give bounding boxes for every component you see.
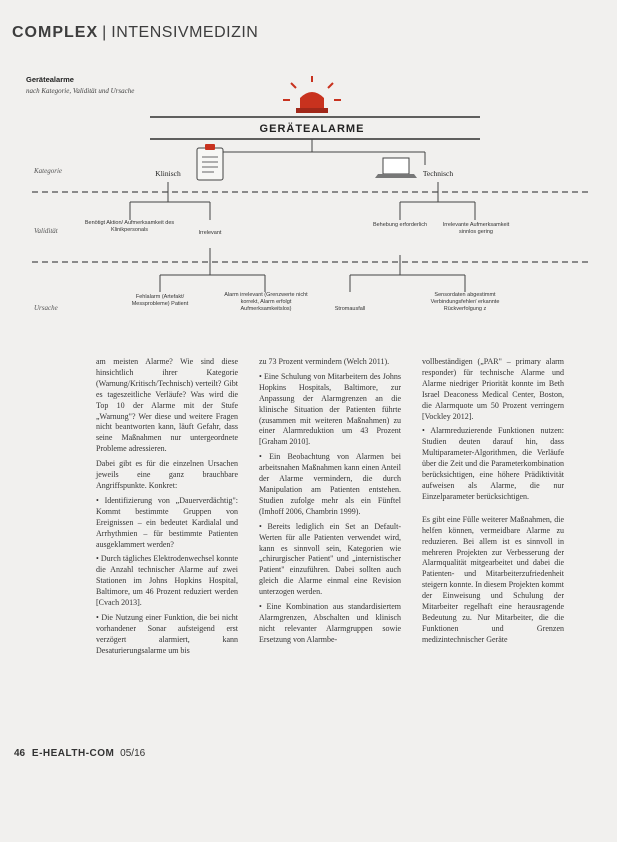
clipboard-icon: [197, 144, 223, 180]
figure-subtitle: nach Kategorie, Validität und Ursache: [26, 87, 135, 95]
paragraph: • Identifizierung von „Dauerverdächtig": Kommt bestimmte Gruppen von Ereignissen – ein bedeutet Kardialal und Arrhythmien – für bestimmte Patienten ausgeklammert werden?: [96, 495, 238, 549]
article-column-3: [422, 357, 564, 650]
section-subtitle: INTENSIVMEDIZIN: [111, 24, 259, 41]
ursache-fehlalarm: Fehlalarm (Artefakt/ Messprobleme) Patient: [131, 294, 189, 307]
validitaet-irrelevant-technisch: Irrelevante Aufmerksamkeit sinnlos gering: [442, 222, 510, 235]
siren-icon: [283, 76, 341, 113]
paragraph: • Durch tägliches Elektrodenwechsel konnte die Anzahl technischer Alarme auf zwei Stationen im Johns Hopkins Hospital, Baltimore, um 46 Prozent reduziert werden [Cvach 2013].: [96, 554, 238, 608]
paragraph: am meisten Alarme? Wie sind diese hinsichtlich ihrer Kategorie (Warnung/Kritisch/Technisch) verteilt? Gibt es tageszeitliche Verläufe? Was wird die Top 10 der Alarme mit der Stufe „Warnung"? Wer diese und weitere Fragen nicht beantworten kann, läuft Gefahr, dass seine Maßnahmen nur untergeordnete Probleme adressieren.: [96, 357, 238, 454]
row-label-ursache: Ursache: [34, 304, 58, 312]
kategorie-technisch: Technisch: [422, 169, 454, 178]
section-title: COMPLEX: [12, 24, 99, 41]
page-number: 46: [14, 748, 26, 759]
validitaet-irrelevant: Irrelevant: [198, 230, 222, 236]
magazine-brand: E-HEALTH-COM: [31, 748, 115, 759]
paragraph: • Eine Kombination aus standardisiertem Alarmgrenzen, Abschalten und klinisch nicht relevanter Alarmgruppen sowie Ersetzung von Alarmbe-: [259, 602, 401, 644]
paragraph: vollbeständigen („PAR" – primary alarm responder) für technische Alarme und Alarme niedriger Priorität konnte im Beth Israel Deaconess Medical Center, Boston, die Alarmquote um 50 Prozent verringern [Vockley 2012].: [422, 357, 564, 421]
paragraph: • Die Nutzung einer Funktion, die bei nicht vorhandener Sonar aufsteigend erst verzögert alarmiert, kann Desaturierungsalarme um bis: [96, 612, 238, 655]
paragraph: • Eine Schulung von Mitarbeitern des Johns Hopkins Hospitals, Baltimore, zur Anpassung der Alarmgrenzen an die klinische Situation der Patienten führte (zusammen mit weiteren Maßnahmen) zu einer Alarmreduktion um 43 Prozent [Graham 2010].: [259, 371, 401, 447]
row-label-kategorie: Kategorie: [34, 167, 62, 175]
validitaet-aktion: Benötigt Aktion/ Aufmerksamkeit des Klinikpersonals: [84, 220, 175, 233]
paragraph: • Alarmreduzierende Funktionen nutzen: Studien deuten darauf hin, dass Multiparameter-Algorithmen, die Verläufe über die Zeit und die Parameterkombination berücksichtigen, eine höhere Prädiktivität aufweisen als Alarme, die nur Einzelparameter berücksichtigen.: [422, 426, 564, 501]
page-footer: [14, 748, 145, 759]
issue-number: 05/16: [120, 748, 146, 759]
paragraph: • Ein Beobachtung von Alarmen bei arbeitsnahen Maßnahmen kann einen Anteil der Alarme vermindern, die durch Manipulation am Patienten entstehen. Studien zufolge mehr als ein Fünftel (Imhoff 2006, Chambrin 1999).: [259, 452, 401, 516]
article-column-2: [259, 357, 401, 650]
paragraph: Es gibt eine Fülle weiterer Maßnahmen, die helfen können, vermeidbare Alarme zu reduzieren. Bei allem ist es sinnvoll in mehreren Projekten zur Verbesserung der Alarmqualität mitgearbeitet und dabei die Patienten- und Mitarbeiterzufriedenheit steigern konnte. In diesem Projekten kommt der Einweisung und Schulung der Mitarbeiter regelhaft eine herausragende Bedeutung zu. Nur Mitarbeiter, die die Funktionen und Grenzen medizintechnischer Geräte: [422, 514, 564, 644]
section-separator: |: [102, 24, 108, 41]
article-body: [96, 357, 576, 747]
diagram-heading: GERÄTEALARME: [259, 123, 365, 135]
validitaet-behebung: Behebung erforderlich: [372, 222, 428, 228]
paragraph: • Bereits lediglich ein Set an Default-Werten für alle Patienten verwendet wird, kann es sinnvoll sein, Kategorien wie „chirurgischer Patient" und „internistischer Patient" einzuführen. Dabei sollten auch gleich die Alarme einmal eine Revision unterzogen werden.: [259, 521, 401, 597]
kategorie-klinisch: Klinisch: [155, 169, 181, 178]
article-column-1: [96, 357, 238, 661]
section-header: [12, 24, 258, 42]
row-label-validitaet: Validität: [34, 227, 58, 235]
paragraph: zu 73 Prozent vermindern (Welch 2011).: [259, 357, 390, 366]
figure-title: Gerätealarme: [26, 75, 74, 84]
ursache-stromausfall: Stromausfall: [334, 306, 366, 312]
ursache-alarm-irrelevant: Alarm irrelevant (Grenzwerte nicht korrekt, Alarm erfolgt Aufmerksamkeitslos): [224, 292, 308, 312]
paragraph: Dabei gibt es für die einzelnen Ursachen jeweils eine ganz brauchbare Angriffspunkte. Konkret:: [96, 459, 238, 490]
ursache-sensordaten: Sensordaten abgestimmt Verbindungsfehler/ erkannte Rückverfolgung z: [430, 292, 500, 312]
alarm-diagram: [0, 70, 617, 345]
laptop-icon: [375, 158, 417, 178]
